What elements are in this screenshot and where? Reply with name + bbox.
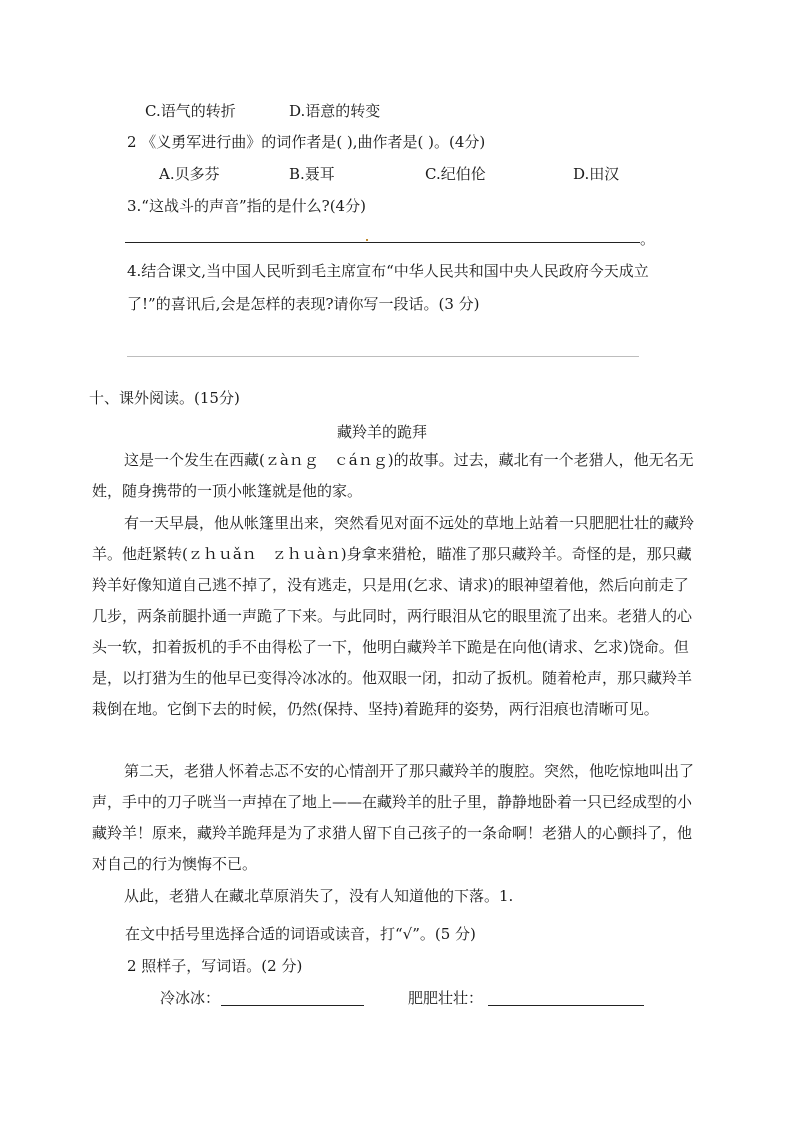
option-c: C.语气的转折 — [145, 102, 236, 120]
passage-paragraph-1: 这是一个发生在西藏(ｚàｎｇ ｃáｎｇ)的故事。过去，藏北有一个老猎人，他无名无姓，随身携带的一顶小帐篷就是他的家。 — [92, 451, 694, 500]
q3-answer-line[interactable] — [125, 242, 640, 243]
q2-option-d: D.田汉 — [573, 165, 620, 183]
example-word-1: 冷冰冰： — [160, 989, 221, 1007]
q10-2-stem: 2 照样子，写词语。(2 分) — [127, 957, 303, 975]
passage-paragraph-3: 第二天，老猎人怀着忐忑不安的心情剖开了那只藏羚羊的腹腔。突然，他吃惊地叫出了声，手中的刀子咣当一声掉在了地上——在藏羚羊的肚子里，静静地卧着一只已经成型的小藏羚羊！原来，藏羚羊跪拜是为了求猎人留下自己孩子的一条命啊！老猎人的心颤抖了，他对自己的行为懊悔不已。 — [92, 762, 695, 873]
passage-paragraph-2: 有一天早晨，他从帐篷里出来，突然看见对面不远处的草地上站着一只肥肥壮壮的藏羚羊。他赶紧转(ｚｈｕǎｎ ｚｈｕàｎ)身拿来猎枪，瞄准了那只藏羚羊。奇怪的是，那只藏羚羊好像知道自己逃不掉了，没有逃走，只是用(乞求、请求)的眼神望着他，然后向前走了几步，两条前腿扑通一声跪了下来。与此同时，两行眼泪从它的眼里流了出来。老猎人的心头一软，扣着扳机的手不由得松了一下，他明白藏羚羊下跪是在向他(请求、乞求)饶命。但是，以打猎为生的他早已变得冷冰冰的。他双眼一闭，扣动了扳机。随着枪声，那只藏羚羊栽倒在地。它倒下去的时候，仍然(保持、坚持)着跪拜的姿势，两行泪痕也清晰可见。 — [92, 514, 695, 718]
q2-option-a: A.贝多芬 — [159, 165, 220, 183]
section-heading: 十、课外阅读。(15分) — [89, 389, 240, 407]
answer-blank-2[interactable] — [488, 1005, 644, 1006]
q4-line-1: 4.结合课文,当中国人民听到毛主席宣布“中华人民共和国中央人民政府今天成立 — [127, 262, 649, 280]
q3-end-mark: 。 — [640, 230, 656, 248]
q3-stem: 3.“这战斗的声音”指的是什么?(4分) — [127, 197, 366, 215]
option-d: D.语意的转变 — [289, 102, 381, 120]
example-word-2: 肥肥壮壮： — [408, 989, 484, 1007]
q2-stem: 2 《义勇军进行曲》的词作者是( ),曲作者是( )。(4分) — [127, 133, 486, 151]
q4-line-2: 了!”的喜讯后,会是怎样的表现?请你写一段话。(3 分) — [127, 295, 480, 313]
passage-paragraph-4: 从此，老猎人在藏北草原消失了，没有人知道他的下落。1. — [124, 887, 514, 905]
q2-option-c: C.纪伯伦 — [425, 165, 486, 183]
passage-title: 藏羚羊的跪拜 — [337, 423, 428, 441]
answer-blank-1[interactable] — [221, 1005, 364, 1006]
q10-1-stem: 在文中括号里选择合适的词语或读音，打“√”。(5 分) — [125, 925, 476, 943]
q2-option-b: B.聂耳 — [289, 165, 335, 183]
q4-answer-line[interactable] — [127, 356, 639, 357]
stray-mark — [366, 239, 368, 241]
